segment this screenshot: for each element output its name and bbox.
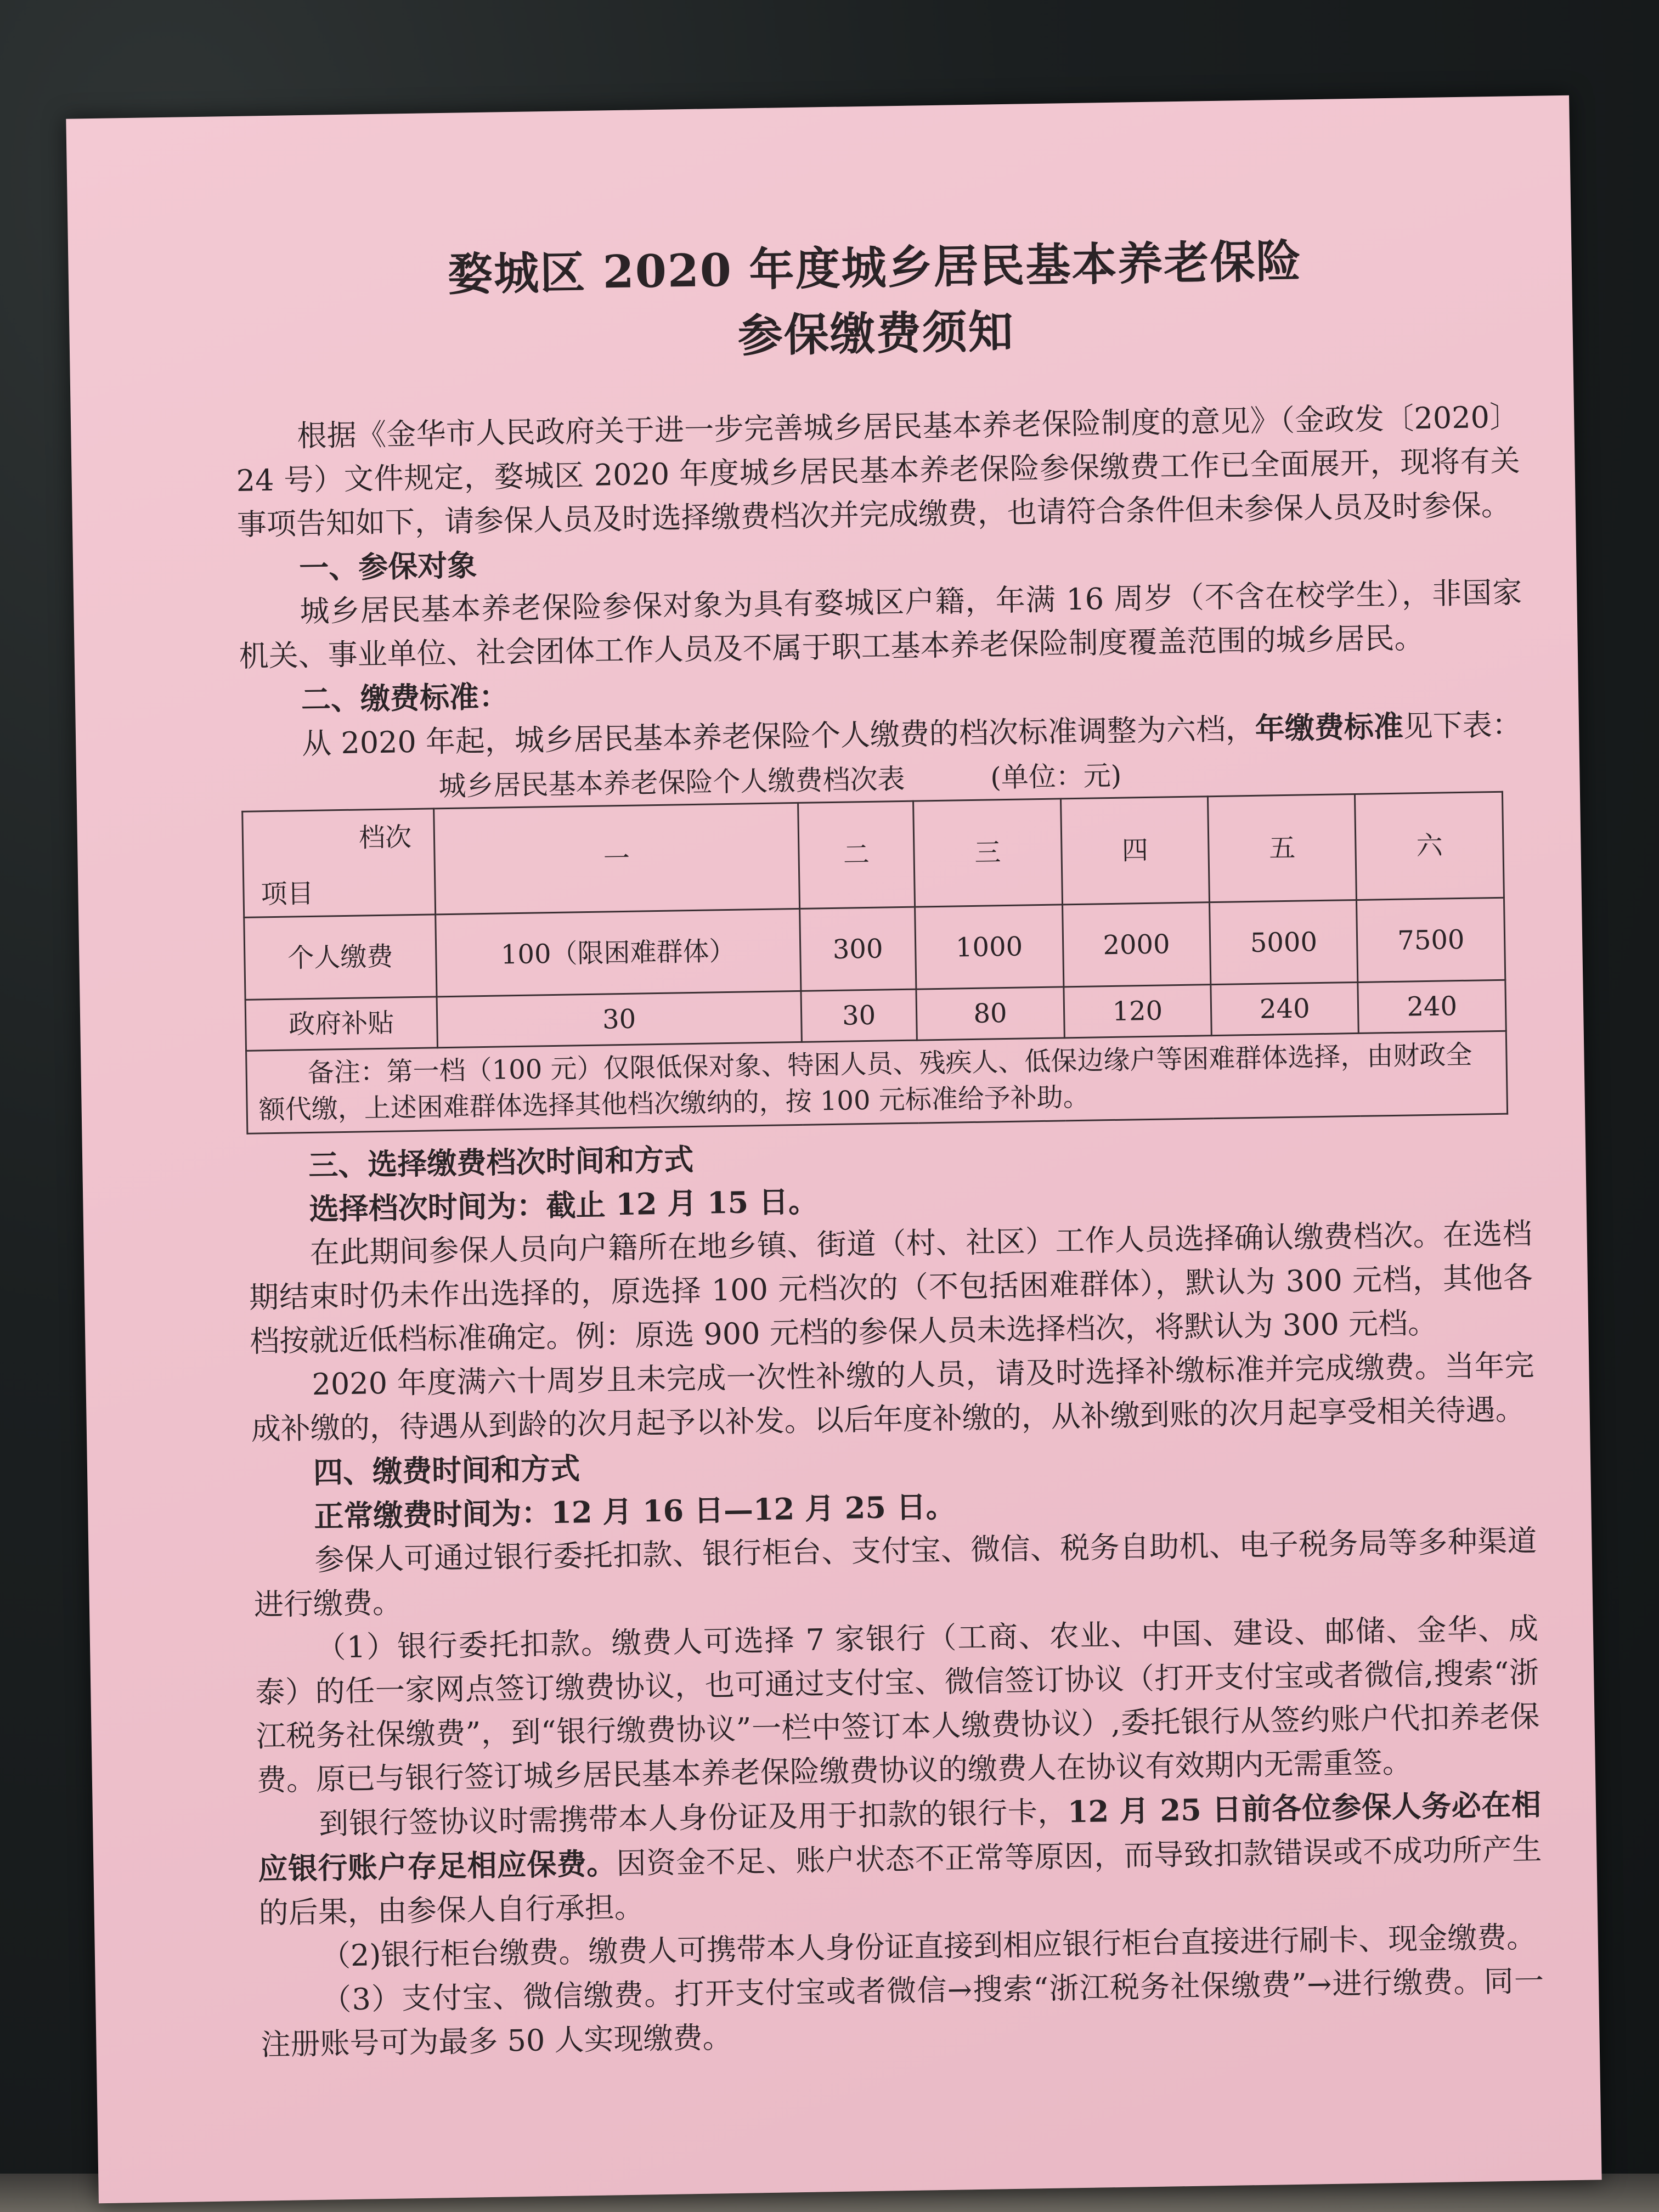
section-3-body-2: 2020 年度满六十周岁且未完成一次性补缴的人员，请及时选择补缴标准并完成缴费。当年完成补缴的，待遇从到龄的次月起予以补发。以后年度补缴的，从补缴到账的次月起享受相关待遇。 <box>251 1348 1534 1447</box>
corner-top-label: 档次 <box>358 822 412 854</box>
table-cell: 100（限困难群体） <box>436 909 801 996</box>
section-2-heading: 二、缴费标准： <box>301 679 509 718</box>
item-1b-text-c: 因资金不足、账户状态不正常等原因，而导致扣款错误或不成功所产生的后果，由参保人自行承担。 <box>258 1831 1542 1931</box>
paper-sheet <box>66 95 1601 2204</box>
header-cell: 一 <box>434 803 800 914</box>
table-cell: 240 <box>1211 982 1359 1035</box>
section-3-time: 选择档次时间为：截止 12 月 15 日。 <box>309 1183 819 1227</box>
header-cell: 三 <box>913 799 1062 907</box>
table-cell: 30 <box>801 989 917 1042</box>
table-cell: 5000 <box>1210 900 1358 984</box>
section-4-body-1: 参保人可通过银行委托扣款、银行柜台、支付宝、微信、税务自助机、电子税务局等多种渠道进行缴费。 <box>253 1523 1537 1622</box>
row-label-subsidy: 政府补贴 <box>245 997 437 1051</box>
section-1-heading: 一、参保对象 <box>298 548 477 586</box>
table-cell: 240 <box>1358 980 1506 1033</box>
table-note: 备注：第一档（100 元）仅限低保对象、特困人员、残疾人、低保边缘户等困难群体选择，由财政全额代缴，上述困难群体选择其他档次缴纳的，按 100 元标准给予补助。 <box>246 1031 1508 1133</box>
header-cell: 六 <box>1355 792 1504 900</box>
corner-bottom-label: 项目 <box>261 878 314 910</box>
section-1-body: 城乡居民基本养老保险参保对象为具有婺城区户籍，年满 16 周岁（不含在校学生），非国家机关、事业单位、社会团体工作人员及不属于职工基本养老保险制度覆盖范围的城乡居民。 <box>239 575 1522 674</box>
table-caption-title: 城乡居民基本养老保险个人缴费档次表 <box>438 763 905 803</box>
section-2-text-a: 从 2020 年起，城乡居民基本养老保险个人缴费的档次标准调整为六档， <box>301 711 1256 761</box>
contribution-table <box>241 791 1508 1135</box>
section-3-body-1: 在此期间参保人员向户籍所在地乡镇、街道（村、社区）工作人员选择确认缴费档次。在选档期结束时仍未作出选择的，原选择 100 元档次的（不包括困难群体），默认为 300 元档，其他各档按就近低档标准确定。例：原选 900 元档的参保人员未选择档次，将默认为 300 元档。 <box>249 1216 1533 1359</box>
header-cell: 四 <box>1060 797 1209 905</box>
section-4-time: 正常缴费时间为：12 月 16 日—12 月 25 日。 <box>313 1488 956 1534</box>
section-4-heading: 四、缴费时间和方式 <box>313 1451 580 1490</box>
header-cell: 五 <box>1208 794 1357 902</box>
header-cell: 二 <box>798 801 915 909</box>
table-header-row <box>242 792 1504 917</box>
section-2-text-c: 见下表： <box>1403 707 1522 744</box>
row-label-personal: 个人缴费 <box>244 915 437 1000</box>
title-line-1: 婺城区 2020 年度城乡居民基本养老保险 <box>447 235 1303 301</box>
table-corner-cell <box>242 809 436 917</box>
table-cell: 2000 <box>1062 902 1211 987</box>
table-cell: 30 <box>437 991 802 1047</box>
table-cell: 120 <box>1063 985 1211 1038</box>
item-1b-text-a: 到银行签协议时需携带本人身份证及用于扣款的银行卡， <box>318 1795 1068 1841</box>
section-4-item-1: （1）银行委托扣款。缴费人可选择 7 家银行（工商、农业、中国、建设、邮储、金华、成泰）的任一家网点签订缴费协议，也可通过支付宝、微信签订协议（打开支付宝或者微信,搜索“浙江税务社保缴费”，到“银行缴费协议”一栏中签订本人缴费协议）,委托银行从签约账户代扣养老保费。原已与银行签订城乡居民基本养老保险缴费协议的缴费人在协议有效期内无需重签。 <box>255 1611 1540 1798</box>
table-cell: 1000 <box>915 905 1064 989</box>
section-2-bold: 年缴费标准 <box>1255 708 1404 746</box>
section-4-item-3: （3）支付宝、微信缴费。打开支付宝或者微信→搜索“浙江税务社保缴费”→进行缴费。同一注册账号可为最多 50 人实现缴费。 <box>261 1963 1544 2062</box>
item-1b-bold: 12 月 25 日前各位参保人务必在相应银行账户存足相应保费。 <box>257 1786 1542 1887</box>
document-body <box>233 225 1545 2067</box>
section-3-heading: 三、选择缴费档次时间和方式 <box>308 1142 694 1183</box>
title-line-2: 参保缴费须知 <box>737 305 1015 363</box>
table-cell: 7500 <box>1357 898 1505 982</box>
table-cell: 80 <box>916 987 1064 1040</box>
table-caption-unit: (单位：元) <box>990 759 1122 794</box>
intro-paragraph: 根据《金华市人民政府关于进一步完善城乡居民基本养老保险制度的意见》（金政发〔2020〕24 号）文件规定，婺城区 2020 年度城乡居民基本养老保险参保缴费工作已全面展开，现将有关事项告知如下，请参保人员及时选择缴费档次并完成缴费，也请符合条件但未参保人员及时参保。 <box>236 399 1520 542</box>
table-cell: 300 <box>799 907 916 991</box>
section-4-item-1b <box>257 1782 1543 1936</box>
section-4-item-2: （2)银行柜台缴费。缴费人可携带本人身份证直接到相应银行柜台直接进行刷卡、现金缴费。 <box>320 1920 1537 1973</box>
